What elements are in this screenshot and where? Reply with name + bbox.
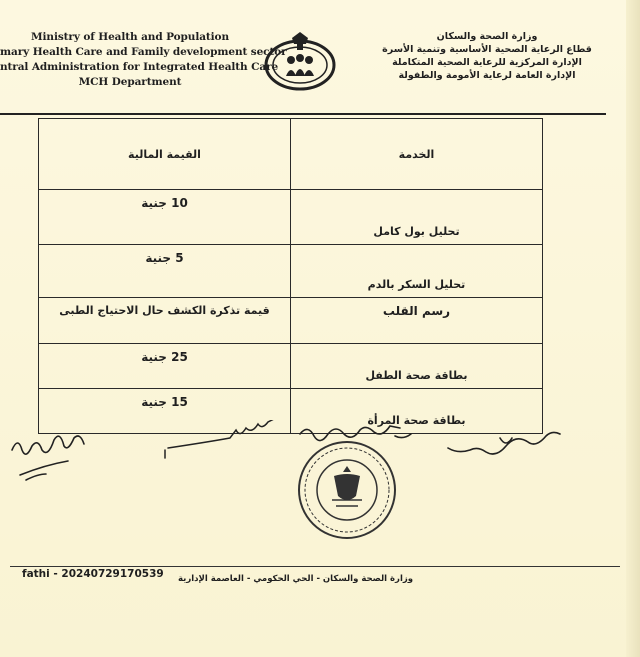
header-line-ar-4: الإدارة العامة لرعاية الأمومة والطفولة [398, 70, 576, 81]
service-cell [291, 298, 543, 344]
service-label: بطاقة صحة الطفل [365, 369, 468, 382]
value-cell [39, 190, 291, 245]
value-label: 15 جنية [141, 395, 188, 409]
header-line-en-2: mary Health Care and Family development sector [0, 46, 287, 58]
header-divider [0, 113, 606, 115]
signature-date [165, 420, 280, 458]
signature-left [12, 436, 84, 480]
fees-table [38, 118, 543, 434]
header-line-en-4: MCH Department [78, 76, 182, 88]
value-cell [39, 298, 291, 344]
header-line-ar-2: قطاع الرعاية الصحية الأساسية وتنمية الأسرة [382, 44, 592, 55]
value-label: 25 جنية [141, 350, 188, 364]
arabic-header [362, 30, 612, 82]
service-label: رسم القلب [382, 304, 451, 318]
table-row [39, 298, 543, 344]
header-line-en-3: ntral Administration for Integrated Health Care [0, 61, 279, 73]
service-cell [291, 344, 543, 389]
official-seal [292, 438, 402, 543]
footer-address: وزارة الصحة والسكان - الحي الحكومي - العاصمة الإدارية [178, 574, 414, 584]
signature-right [448, 432, 560, 454]
service-label: تحليل السكر بالدم [367, 278, 466, 291]
value-label: 10 جنية [141, 196, 188, 210]
header-line-ar-1: وزارة الصحة والسكان [436, 31, 538, 42]
service-cell [291, 245, 543, 298]
service-cell [291, 190, 543, 245]
header-line-en-1: Ministry of Health and Population [31, 31, 229, 43]
value-cell [39, 245, 291, 298]
reference-id: fathi - 20240729170539 [22, 568, 164, 580]
service-label: بطاقة صحة المرأة [367, 414, 466, 427]
header-value: القيمة المالية [39, 119, 291, 190]
footer-divider [10, 566, 620, 567]
value-label: قيمة تذكرة الكشف حال الاحتياج الطبى [59, 304, 270, 317]
table-row [39, 190, 543, 245]
value-label: 5 جنية [145, 251, 184, 265]
header-service: الخدمة [291, 119, 543, 190]
table-row [39, 245, 543, 298]
table-row [39, 344, 543, 389]
value-cell [39, 344, 291, 389]
ministry-logo-icon [262, 30, 338, 92]
service-label: تحليل بول كامل [373, 225, 460, 238]
table-header-row [39, 119, 543, 190]
header-line-ar-3: الإدارة المركزية للرعاية الصحية المتكاملة [392, 57, 582, 68]
english-header [0, 30, 287, 90]
